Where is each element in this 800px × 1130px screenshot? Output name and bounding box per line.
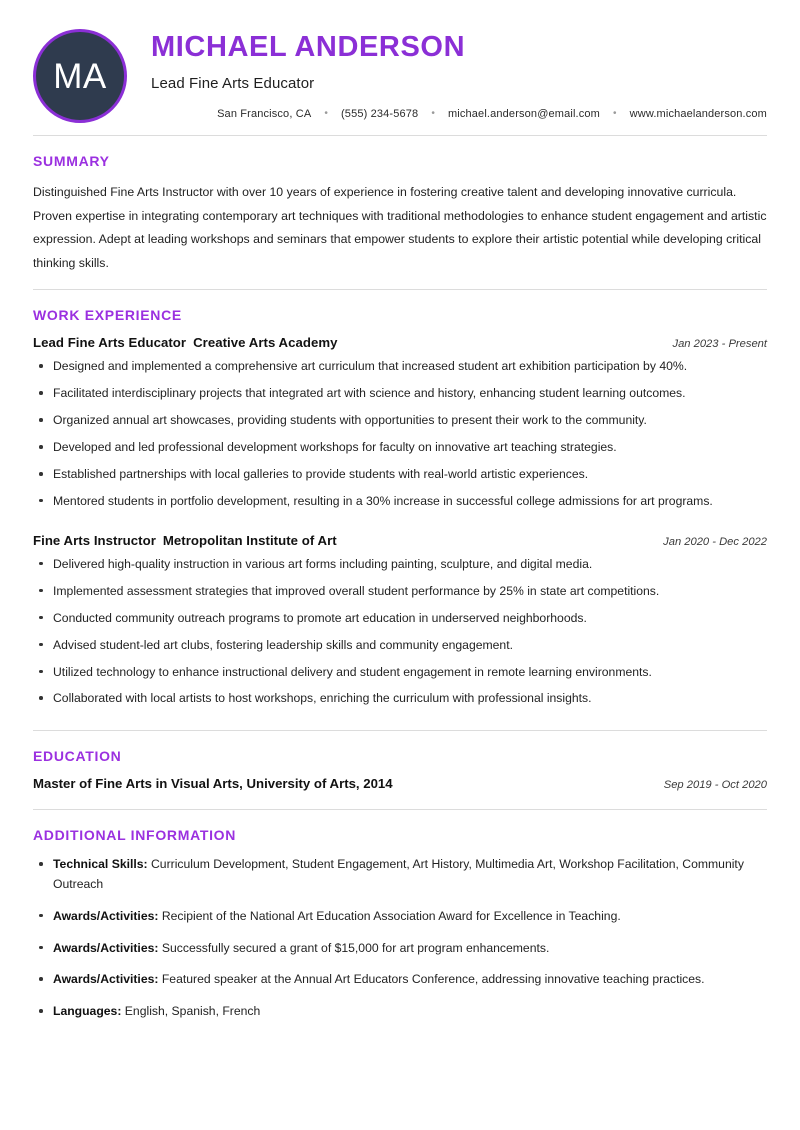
header-job-title: Lead Fine Arts Educator bbox=[151, 74, 315, 92]
info-value: Recipient of the National Art Education Association Award for Excellence in Teaching. bbox=[161, 908, 621, 923]
info-label: Awards/Activities: bbox=[53, 972, 159, 987]
job-bullet: Collaborated with local artists to host workshops, enriching the curriculum with professional insights. bbox=[33, 689, 767, 708]
education-degree: Master of Fine Arts in Visual Arts, University of Arts, 2014 bbox=[33, 776, 393, 792]
section-education bbox=[33, 731, 767, 809]
job-title: Lead Fine Arts Educator bbox=[33, 335, 187, 351]
summary-text: Distinguished Fine Arts Instructor with over 10 years of experience in fostering creative talent and developing innovative curricula. Proven expertise in integrating contemporary art techniques with traditional methodologies to enhance student engagement and artistic expression. Adept at leading workshops and seminars that empower students to explore their artistic potential while developing critical thinking skills. bbox=[33, 185, 767, 270]
info-value: Successfully secured a grant of $15,000 for art program enhancements. bbox=[161, 940, 550, 955]
info-value: English, Spanish, French bbox=[124, 1004, 261, 1019]
job-dates: Jan 2023 - Present bbox=[672, 338, 767, 351]
info-label: Awards/Activities: bbox=[53, 908, 159, 923]
job-bullet: Established partnerships with local galleries to provide students with real-world artistic experiences. bbox=[33, 465, 767, 484]
info-value: Curriculum Development, Student Engagement, Art History, Multimedia Art, Workshop Facilitation, Community Outreach bbox=[53, 857, 744, 892]
info-label: Languages: bbox=[53, 1004, 122, 1019]
job-title-company bbox=[33, 335, 338, 350]
job-dates: Jan 2020 - Dec 2022 bbox=[663, 535, 767, 548]
info-label: Awards/Activities: bbox=[53, 940, 159, 955]
list-item bbox=[33, 970, 767, 990]
job-bullet: Delivered high-quality instruction in various art forms including painting, sculpture, and digital media. bbox=[33, 555, 767, 574]
job-bullet: Advised student-led art clubs, fostering leadership skills and community engagement. bbox=[33, 636, 767, 655]
page-title: MICHAEL ANDERSON bbox=[151, 31, 466, 63]
education-dates: Sep 2019 - Oct 2020 bbox=[663, 779, 767, 792]
job-entry bbox=[33, 335, 767, 510]
section-additional-information bbox=[33, 810, 767, 1022]
section-work-experience bbox=[33, 290, 767, 730]
list-item bbox=[33, 939, 767, 959]
job-bullet-list bbox=[33, 555, 767, 708]
avatar-initials: MA bbox=[53, 56, 107, 96]
contact-row bbox=[151, 108, 767, 120]
contact-phone[interactable]: (555) 234-5678 bbox=[340, 107, 419, 120]
education-entry bbox=[33, 776, 767, 791]
avatar bbox=[33, 29, 127, 123]
info-label: Technical Skills: bbox=[53, 857, 148, 872]
contact-location: San Francisco, CA bbox=[217, 107, 312, 120]
header-text-block bbox=[127, 26, 767, 120]
section-title-summary: SUMMARY bbox=[33, 153, 110, 169]
contact-separator-icon: • bbox=[431, 107, 435, 119]
job-bullet: Developed and led professional development workshops for faculty on innovative art teaching strategies. bbox=[33, 438, 767, 457]
job-entry bbox=[33, 533, 767, 708]
resume-header bbox=[33, 0, 767, 135]
list-item bbox=[33, 855, 767, 895]
contact-email[interactable]: michael.anderson@email.com bbox=[447, 107, 600, 120]
job-bullet: Designed and implemented a comprehensive art curriculum that increased student art exhibition participation by 40%. bbox=[33, 357, 767, 376]
job-bullet-list bbox=[33, 357, 767, 510]
job-title: Fine Arts Instructor bbox=[33, 532, 156, 548]
contact-separator-icon: • bbox=[613, 107, 617, 119]
job-header bbox=[33, 335, 767, 350]
additional-info-list bbox=[33, 855, 767, 1022]
job-title-company bbox=[33, 533, 337, 548]
job-bullet: Utilized technology to enhance instructional delivery and student engagement in remote learning environments. bbox=[33, 663, 767, 682]
section-summary bbox=[33, 136, 767, 289]
contact-separator-icon: • bbox=[324, 107, 328, 119]
job-bullet: Facilitated interdisciplinary projects that integrated art with science and history, enhancing student learning outcomes. bbox=[33, 384, 767, 403]
job-bullet: Implemented assessment strategies that improved overall student performance by 25% in state art competitions. bbox=[33, 582, 767, 601]
section-title-additional-information: ADDITIONAL INFORMATION bbox=[33, 827, 237, 844]
list-item bbox=[33, 1002, 767, 1022]
job-bullet: Conducted community outreach programs to promote art education in underserved neighborhoods. bbox=[33, 609, 767, 628]
job-bullet: Mentored students in portfolio development, resulting in a 30% increase in successful college admissions for art programs. bbox=[33, 492, 767, 511]
job-company: Metropolitan Institute of Art bbox=[162, 532, 337, 548]
list-item bbox=[33, 907, 767, 927]
info-value: Featured speaker at the Annual Art Educators Conference, addressing innovative teaching practices. bbox=[161, 972, 705, 987]
spacer bbox=[33, 519, 767, 533]
job-bullet: Organized annual art showcases, providing students with opportunities to present their work to the community. bbox=[33, 411, 767, 430]
section-title-education: EDUCATION bbox=[33, 748, 122, 765]
job-company: Creative Arts Academy bbox=[193, 335, 338, 351]
contact-website[interactable]: www.michaelanderson.com bbox=[629, 107, 767, 120]
section-title-work-experience: WORK EXPERIENCE bbox=[33, 307, 182, 324]
job-header bbox=[33, 533, 767, 548]
